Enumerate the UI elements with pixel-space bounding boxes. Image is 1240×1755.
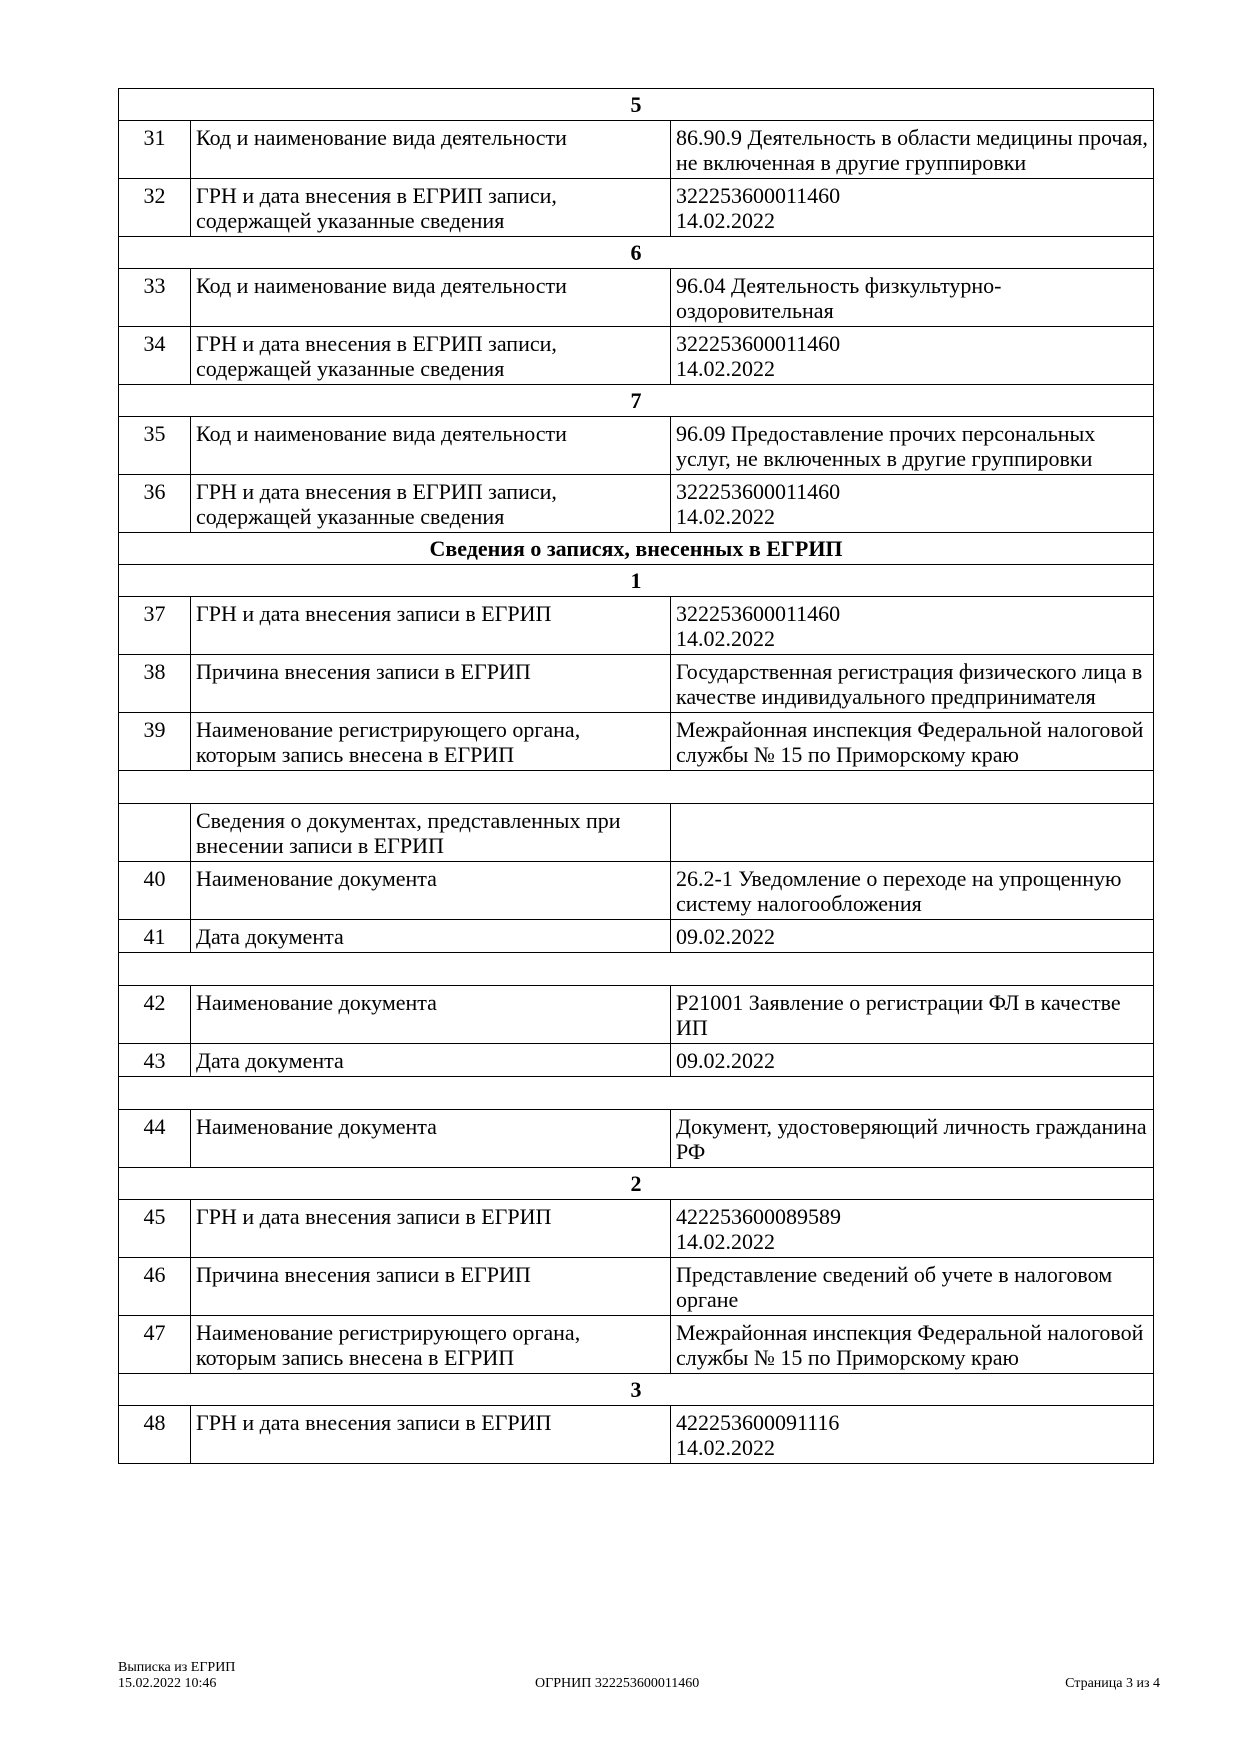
table-row <box>119 1200 1154 1258</box>
row-number: 35 <box>119 417 191 475</box>
table-row <box>119 417 1154 475</box>
spacer-row <box>119 953 1154 986</box>
section-header-row <box>119 89 1154 121</box>
row-number: 48 <box>119 1406 191 1464</box>
table-row <box>119 1406 1154 1464</box>
row-value-line: 96.04 Деятельность физкультурно-оздоровительная <box>676 273 1002 323</box>
row-number: 46 <box>119 1258 191 1316</box>
footer-datetime: 15.02.2022 10:46 <box>118 1676 217 1691</box>
row-value <box>671 713 1154 771</box>
row-number: 33 <box>119 269 191 327</box>
section-header: 3 <box>119 1374 1154 1406</box>
row-number: 41 <box>119 920 191 953</box>
row-label: Наименование документа <box>191 862 671 920</box>
row-value-line: 322253600011460 <box>676 331 841 356</box>
row-value <box>671 1258 1154 1316</box>
row-value-line: Государственная регистрация физического лица в качестве индивидуального предпринимателя <box>676 659 1143 709</box>
row-value <box>671 475 1154 533</box>
row-label: Сведения о документах, представленных при внесении записи в ЕГРИП <box>191 804 671 862</box>
table-row <box>119 1258 1154 1316</box>
row-value <box>671 1316 1154 1374</box>
row-number: 40 <box>119 862 191 920</box>
section-header: 2 <box>119 1168 1154 1200</box>
row-value-line: Межрайонная инспекция Федеральной налоговой службы № 15 по Приморскому краю <box>676 717 1144 767</box>
row-number: 47 <box>119 1316 191 1374</box>
table-row <box>119 655 1154 713</box>
section-header: Сведения о записях, внесенных в ЕГРИП <box>119 533 1154 565</box>
row-number: 34 <box>119 327 191 385</box>
row-number: 32 <box>119 179 191 237</box>
row-value <box>671 269 1154 327</box>
section-header-row <box>119 1168 1154 1200</box>
row-value-line: 14.02.2022 <box>676 356 775 381</box>
row-number <box>119 804 191 862</box>
row-value <box>671 655 1154 713</box>
table-row <box>119 597 1154 655</box>
table-row <box>119 1316 1154 1374</box>
spacer-row <box>119 1077 1154 1110</box>
table-row <box>119 179 1154 237</box>
row-value <box>671 804 1154 862</box>
row-value-line: 14.02.2022 <box>676 208 775 233</box>
row-number: 44 <box>119 1110 191 1168</box>
table-row <box>119 804 1154 862</box>
table-row <box>119 1110 1154 1168</box>
row-value-line: 26.2-1 Уведомление о переходе на упрощенную систему налогообложения <box>676 866 1122 916</box>
footer-doc-name: Выписка из ЕГРИП <box>118 1660 236 1675</box>
section-header: 7 <box>119 385 1154 417</box>
row-label: Наименование документа <box>191 986 671 1044</box>
row-value <box>671 1406 1154 1464</box>
row-value-line: 96.09 Предоставление прочих персональных услуг, не включенных в другие группировки <box>676 421 1096 471</box>
table-row <box>119 986 1154 1044</box>
row-value <box>671 1110 1154 1168</box>
row-value-line: 14.02.2022 <box>676 626 775 651</box>
row-value-line: 322253600011460 <box>676 479 841 504</box>
row-label: ГРН и дата внесения записи в ЕГРИП <box>191 1406 671 1464</box>
table-row <box>119 862 1154 920</box>
row-value <box>671 986 1154 1044</box>
table-row <box>119 920 1154 953</box>
spacer-cell <box>119 771 1154 804</box>
row-value-line: 86.90.9 Деятельность в области медицины прочая, не включенная в другие группировки <box>676 125 1148 175</box>
footer-ogrnip: ОГРНИП 322253600011460 <box>535 1676 700 1691</box>
row-value-line: 14.02.2022 <box>676 504 775 529</box>
table-row <box>119 1044 1154 1077</box>
row-number: 37 <box>119 597 191 655</box>
row-label: Причина внесения записи в ЕГРИП <box>191 655 671 713</box>
row-number: 45 <box>119 1200 191 1258</box>
row-value <box>671 417 1154 475</box>
row-value-line: 09.02.2022 <box>676 924 775 949</box>
row-number: 42 <box>119 986 191 1044</box>
row-label: Код и наименование вида деятельности <box>191 417 671 475</box>
egrip-table <box>118 88 1154 1464</box>
row-label: Причина внесения записи в ЕГРИП <box>191 1258 671 1316</box>
row-number: 31 <box>119 121 191 179</box>
row-value <box>671 862 1154 920</box>
spacer-cell <box>119 953 1154 986</box>
row-label: Наименование регистрирующего органа, которым запись внесена в ЕГРИП <box>191 1316 671 1374</box>
section-header-row <box>119 565 1154 597</box>
row-value-line: 322253600011460 <box>676 601 841 626</box>
row-value <box>671 597 1154 655</box>
row-label: ГРН и дата внесения записи в ЕГРИП <box>191 1200 671 1258</box>
row-label: Наименование регистрирующего органа, которым запись внесена в ЕГРИП <box>191 713 671 771</box>
row-value-line: 422253600091116 <box>676 1410 840 1435</box>
footer-left <box>118 1660 235 1692</box>
table-row <box>119 269 1154 327</box>
row-number: 43 <box>119 1044 191 1077</box>
row-label: Код и наименование вида деятельности <box>191 269 671 327</box>
row-number: 39 <box>119 713 191 771</box>
row-label: Дата документа <box>191 1044 671 1077</box>
row-value <box>671 920 1154 953</box>
row-label: ГРН и дата внесения в ЕГРИП записи, содержащей указанные сведения <box>191 179 671 237</box>
row-value-line: Р21001 Заявление о регистрации ФЛ в качестве ИП <box>676 990 1121 1040</box>
row-value-line: Межрайонная инспекция Федеральной налоговой службы № 15 по Приморскому краю <box>676 1320 1144 1370</box>
row-number: 38 <box>119 655 191 713</box>
table-row <box>119 327 1154 385</box>
row-number: 36 <box>119 475 191 533</box>
table-row <box>119 475 1154 533</box>
section-header-row <box>119 237 1154 269</box>
section-header-row <box>119 1374 1154 1406</box>
row-label: Дата документа <box>191 920 671 953</box>
table-row <box>119 121 1154 179</box>
section-header-row <box>119 385 1154 417</box>
section-header: 5 <box>119 89 1154 121</box>
row-value <box>671 327 1154 385</box>
row-value <box>671 1044 1154 1077</box>
row-value <box>671 179 1154 237</box>
row-value <box>671 1200 1154 1258</box>
section-header: 6 <box>119 237 1154 269</box>
row-label: ГРН и дата внесения записи в ЕГРИП <box>191 597 671 655</box>
footer-page-number: Страница 3 из 4 <box>1065 1676 1160 1691</box>
row-label: ГРН и дата внесения в ЕГРИП записи, содержащей указанные сведения <box>191 327 671 385</box>
row-value-line: 322253600011460 <box>676 183 841 208</box>
row-label: Наименование документа <box>191 1110 671 1168</box>
row-value-line: 14.02.2022 <box>676 1435 775 1460</box>
row-value-line: Представление сведений об учете в налоговом органе <box>676 1262 1113 1312</box>
row-value-line: 09.02.2022 <box>676 1048 775 1073</box>
row-label: ГРН и дата внесения в ЕГРИП записи, содержащей указанные сведения <box>191 475 671 533</box>
section-header-row <box>119 533 1154 565</box>
row-value-line: 422253600089589 <box>676 1204 841 1229</box>
egrip-table-body <box>119 89 1154 1464</box>
spacer-cell <box>119 1077 1154 1110</box>
row-value-line: 14.02.2022 <box>676 1229 775 1254</box>
row-label: Код и наименование вида деятельности <box>191 121 671 179</box>
row-value-line: Документ, удостоверяющий личность гражданина РФ <box>676 1114 1147 1164</box>
table-row <box>119 713 1154 771</box>
row-value <box>671 121 1154 179</box>
section-header: 1 <box>119 565 1154 597</box>
spacer-row <box>119 771 1154 804</box>
